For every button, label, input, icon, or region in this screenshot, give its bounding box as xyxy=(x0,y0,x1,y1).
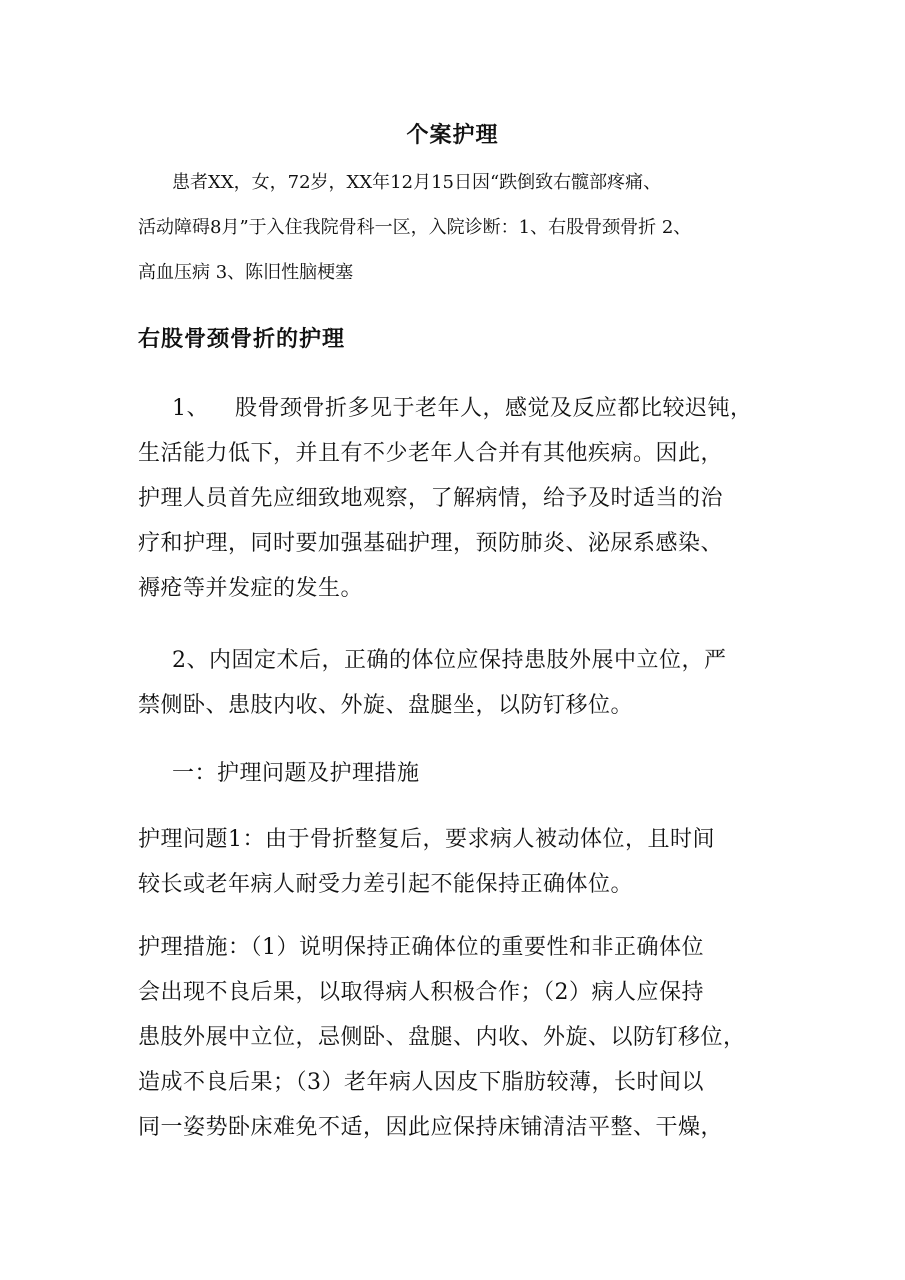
paragraph-1 xyxy=(138,386,778,611)
paragraph-line: 禁侧卧、患肢内收、外旋、盘腿坐，以防钉移位。 xyxy=(138,693,634,718)
section-heading: 右股骨颈骨折的护理 xyxy=(138,326,346,352)
paragraph-line: 褥疮等并发症的发生。 xyxy=(138,576,364,601)
paragraph-line: 患肢外展中立位，忌侧卧、盘腿、内收、外旋、以防钉移位， xyxy=(138,1025,746,1050)
paragraph-2 xyxy=(138,638,778,728)
paragraph-line: 造成不良后果；（3）老年病人因皮下脂肪较薄，长时间以 xyxy=(138,1070,704,1095)
paragraph-line: 同一姿势卧床难免不适，因此应保持床铺清洁平整、干燥， xyxy=(138,1115,724,1140)
paragraph-line: 疗和护理，同时要加强基础护理，预防肺炎、泌尿系感染、 xyxy=(138,531,724,556)
paragraph-line: 2、内固定术后，正确的体位应保持患肢外展中立位，严 xyxy=(172,648,727,673)
intro-line: 活动障碍8月”于入住我院骨科一区，入院诊断：1、右股骨颈骨折 2、 xyxy=(138,217,692,238)
paragraph-line: 1、 股骨颈骨折多见于老年人，感觉及反应都比较迟钝， xyxy=(172,396,753,421)
nursing-problem-1 xyxy=(138,817,778,907)
paragraph-line: 护理人员首先应细致地观察，了解病情，给予及时适当的治 xyxy=(138,486,724,511)
paragraph-line: 护理问题1：由于骨折整复后，要求病人被动体位，且时间 xyxy=(138,827,715,852)
patient-intro xyxy=(138,160,778,295)
nursing-measures-1 xyxy=(138,925,778,1150)
intro-line: 患者XX，女，72岁，XX年12月15日因“跌倒致右髋部疼痛、 xyxy=(172,172,662,193)
subheading-text: 一：护理问题及护理措施 xyxy=(172,761,420,786)
paragraph-line: 较长或老年病人耐受力差引起不能保持正确体位。 xyxy=(138,872,634,897)
paragraph-line: 会出现不良后果，以取得病人积极合作；（2）病人应保持 xyxy=(138,980,704,1005)
paragraph-line: 护理措施：（1）说明保持正确体位的重要性和非正确体位 xyxy=(138,935,704,960)
paragraph-line: 生活能力低下，并且有不少老年人合并有其他疾病。因此， xyxy=(138,441,724,466)
paragraph-number: 1、 xyxy=(172,396,209,421)
document-title: 个案护理 xyxy=(406,122,499,148)
intro-line: 高血压病 3、陈旧性脑梗塞 xyxy=(138,262,354,283)
subheading xyxy=(138,751,778,796)
